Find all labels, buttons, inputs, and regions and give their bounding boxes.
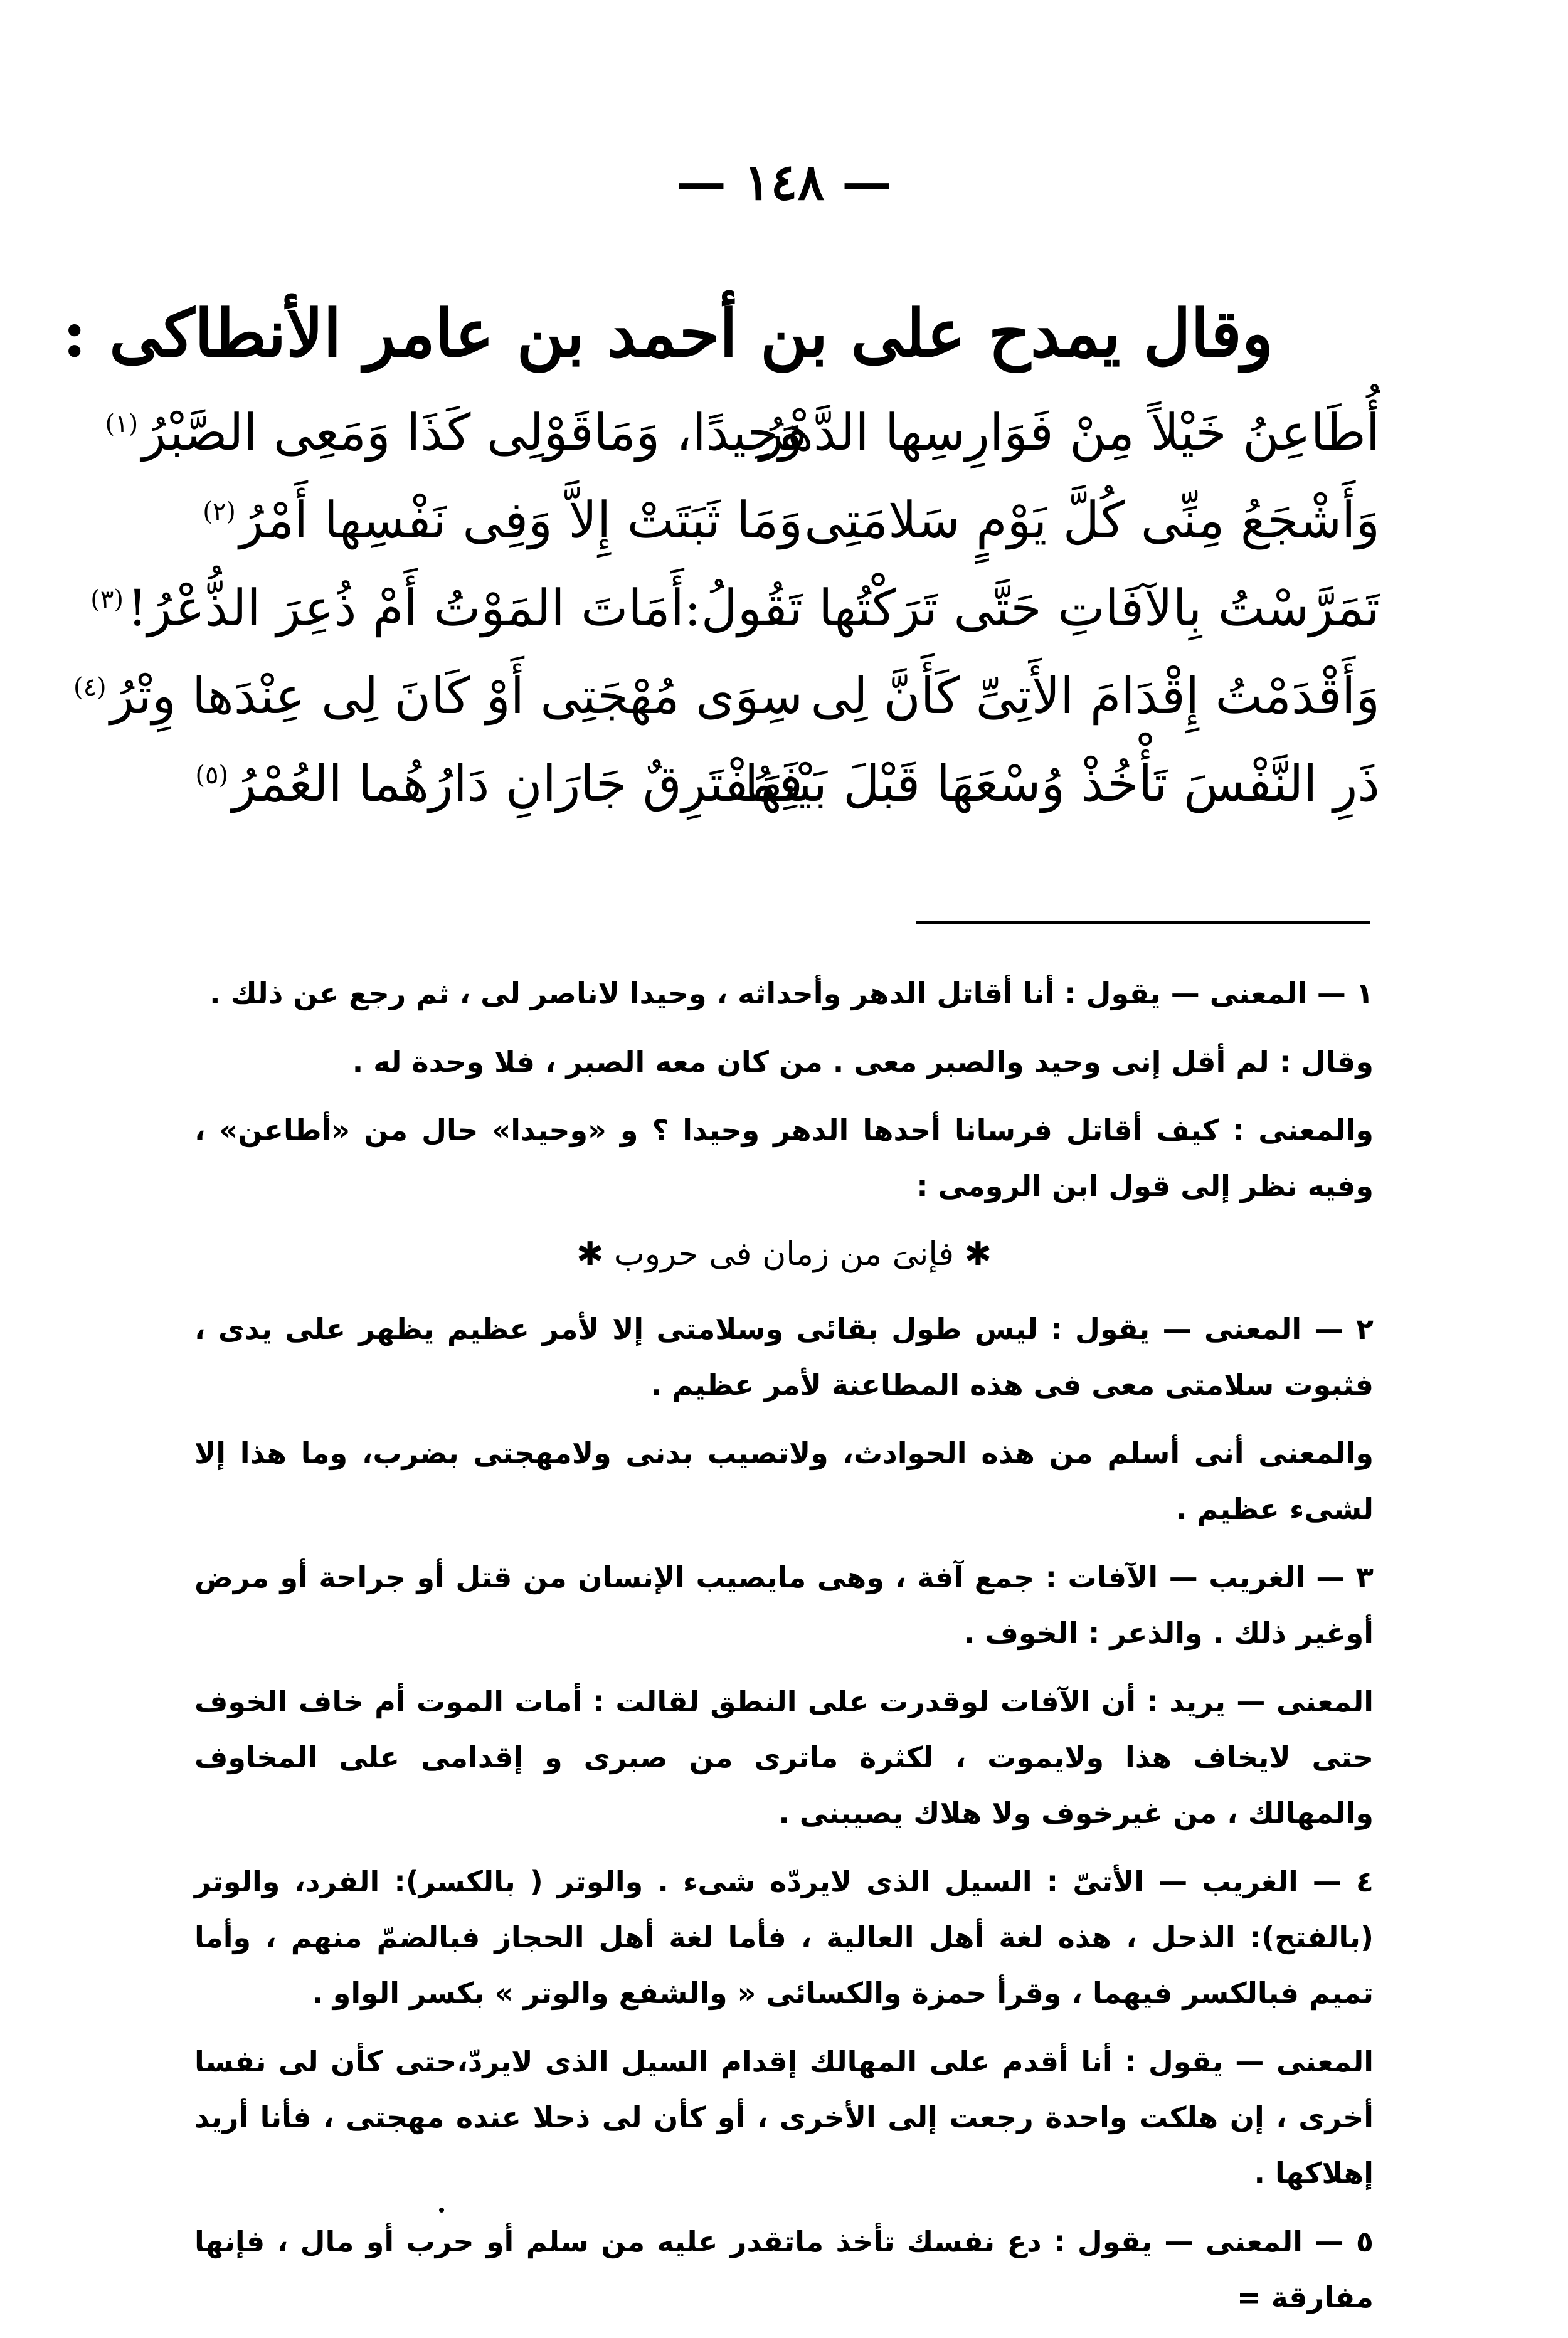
verse: [90, 564, 1380, 652]
footnote-marker: (٣): [90, 585, 124, 615]
footnote-paragraph: المعنى — يريد : أن الآفات لوقدرت على النطق لقالت : أمات الموت أم خاف الخوف حتى لايخاف هذا ولايموت ، لكثرة ماترى من صبرى و إقدامى على المخاوف والمهالك ، من غيرخوف ولا هلاك يصيبنى .: [194, 1685, 1374, 1830]
verse-second-hemistich: [188, 754, 840, 813]
verse-first-hemistich: ذَرِ النَّفْسَ تَأْخُذْ وُسْعَهَا قَبْلَ بَيْنِهَا: [744, 754, 1380, 813]
verse: [188, 477, 1380, 564]
footnote-marker: (٥): [195, 761, 229, 790]
footnote-4: [194, 1854, 1374, 2201]
verse-second-hemistich: [188, 491, 840, 549]
footnote-paragraph: المعنى — يقول : أنا أقدم على المهالك إقدام السيل الذى لايردّ،حتى كأن لى نفسا أخرى ، إن هلكت واحدة رجعت إلى الأخرى ، أو كأن لى ذحلا عنده مهجتى ، فأنا أريد إهلاكها .: [194, 2044, 1374, 2190]
verse: [188, 740, 1380, 828]
footnote-5: [194, 2214, 1374, 2325]
verse-second-text: سِوَى مُهْجَتِى أَوْ كَانَ لِى عِنْدَها وِتْرُ: [110, 667, 803, 725]
footnote-marker: (٤): [73, 673, 107, 702]
footnote-marker: (٢): [203, 497, 236, 527]
verse-second-text: تَقُولُ:أَمَاتَ المَوْتُ أَمْ ذُعِرَ الذُّعْرُ!: [127, 579, 803, 637]
verse-first-hemistich: تَمَرَّسْتُ بِالآفَاتِ حَتَّى تَرَكْتُها: [818, 579, 1380, 637]
verse-second-text: وَمَا ثَبَتَتْ إِلاَّ وَفِى نَفْسِها أَمْرُ: [239, 491, 803, 549]
footnote-3: [194, 1550, 1374, 1841]
verse: [105, 389, 1380, 477]
footnote-divider: [916, 921, 1370, 924]
footnote-paragraph: والمعنى : كيف أقاتل فرسانا أحدها الدهر وحيدا ؟ و «وحيدا» حال من «أطاعن» ، وفيه نظر إلى قول ابن الرومى :: [194, 1113, 1374, 1203]
footnote-paragraph: ٤ — الغريب — الأتىّ : السيل الذى لايردّه شىء . والوتر ( بالكسر): الفرد، والوتر (بالفتح): الذحل ، هذه لغة أهل العالية ، فأما لغة أهل الحجاز فبالضمّ منهم ، وأما تميم فبالكسر فيهما ، وقرأ حمزة والكسائى « والشفع والوتر » بكسر الواو .: [194, 1865, 1374, 2010]
verse-second-text: وَحِيدًا، وَمَاقَوْلِى كَذَا وَمَعِى الصَّبْرُ: [142, 403, 803, 462]
poem-verses: [73, 389, 1380, 828]
verse-first-hemistich: وَأَشْجَعُ مِنِّى كُلَّ يَوْمٍ سَلامَتِى: [804, 491, 1380, 549]
footnote-1: [194, 966, 1374, 1283]
verse: [73, 652, 1380, 740]
page-number: — ١٤٨ —: [675, 152, 893, 211]
footnote-paragraph: ٥ — المعنى — يقول : دع نفسك تأخذ ماتقدر عليه من سلم أو حرب أو مال ، فإنها مفارقة =: [194, 2224, 1374, 2314]
footnote-paragraph: ٢ — المعنى — يقول : ليس طول بقائى وسلامتى إلا لأمر عظيم يظهر على يدى ، فثبوت سلامتى معى فى هذه المطاعنة لأمر عظيم .: [194, 1312, 1374, 1402]
verse-second-hemistich: [105, 403, 840, 462]
verse-first-hemistich: أُطَاعِنُ خَيْلاً مِنْ فَوَارِسِها الدَّهْرُ: [759, 403, 1380, 462]
footnote-paragraph: ٣ — الغريب — الآفات : جمع آفة ، وهى مايصيب الإنسان من قتل أو جراحة أو مرض أوغير ذلك . والذعر : الخوف .: [194, 1560, 1374, 1650]
footnote-paragraph: وقال : لم أقل إنى وحيد والصبر معى . من كان معه الصبر ، فلا وحدة له .: [352, 1045, 1374, 1079]
verse-second-hemistich: [73, 667, 840, 725]
footnote-2: [194, 1301, 1374, 1537]
poem-heading: وقال يمدح على بن أحمد بن عامر الأنطاكى :: [62, 295, 1273, 372]
footnotes: [194, 966, 1374, 2338]
quoted-verse: ✱ فإنىَ من زمان فى حروب ✱: [576, 1235, 992, 1273]
verse-second-hemistich: [90, 579, 840, 637]
ink-speck: [439, 2208, 444, 2213]
footnote-paragraph: ١ — المعنى — يقول : أنا أقاتل الدهر وأحداثه ، وحيدا لاناصر لى ، ثم رجع عن ذلك .: [209, 976, 1374, 1010]
footnote-marker: (١): [105, 410, 139, 439]
verse-second-text: فَمُفْتَرِقٌ جَارَانِ دَارُهُما العُمْرُ: [232, 754, 803, 813]
footnote-paragraph: والمعنى أنى أسلم من هذه الحوادث، ولاتصيب بدنى ولامهجتى بضرب، وما هذا إلا لشىء عظيم .: [194, 1436, 1374, 1526]
verse-first-hemistich: وَأَقْدَمْتُ إِقْدَامَ الأَتِىِّ كَأَنَّ لِى: [810, 667, 1380, 725]
